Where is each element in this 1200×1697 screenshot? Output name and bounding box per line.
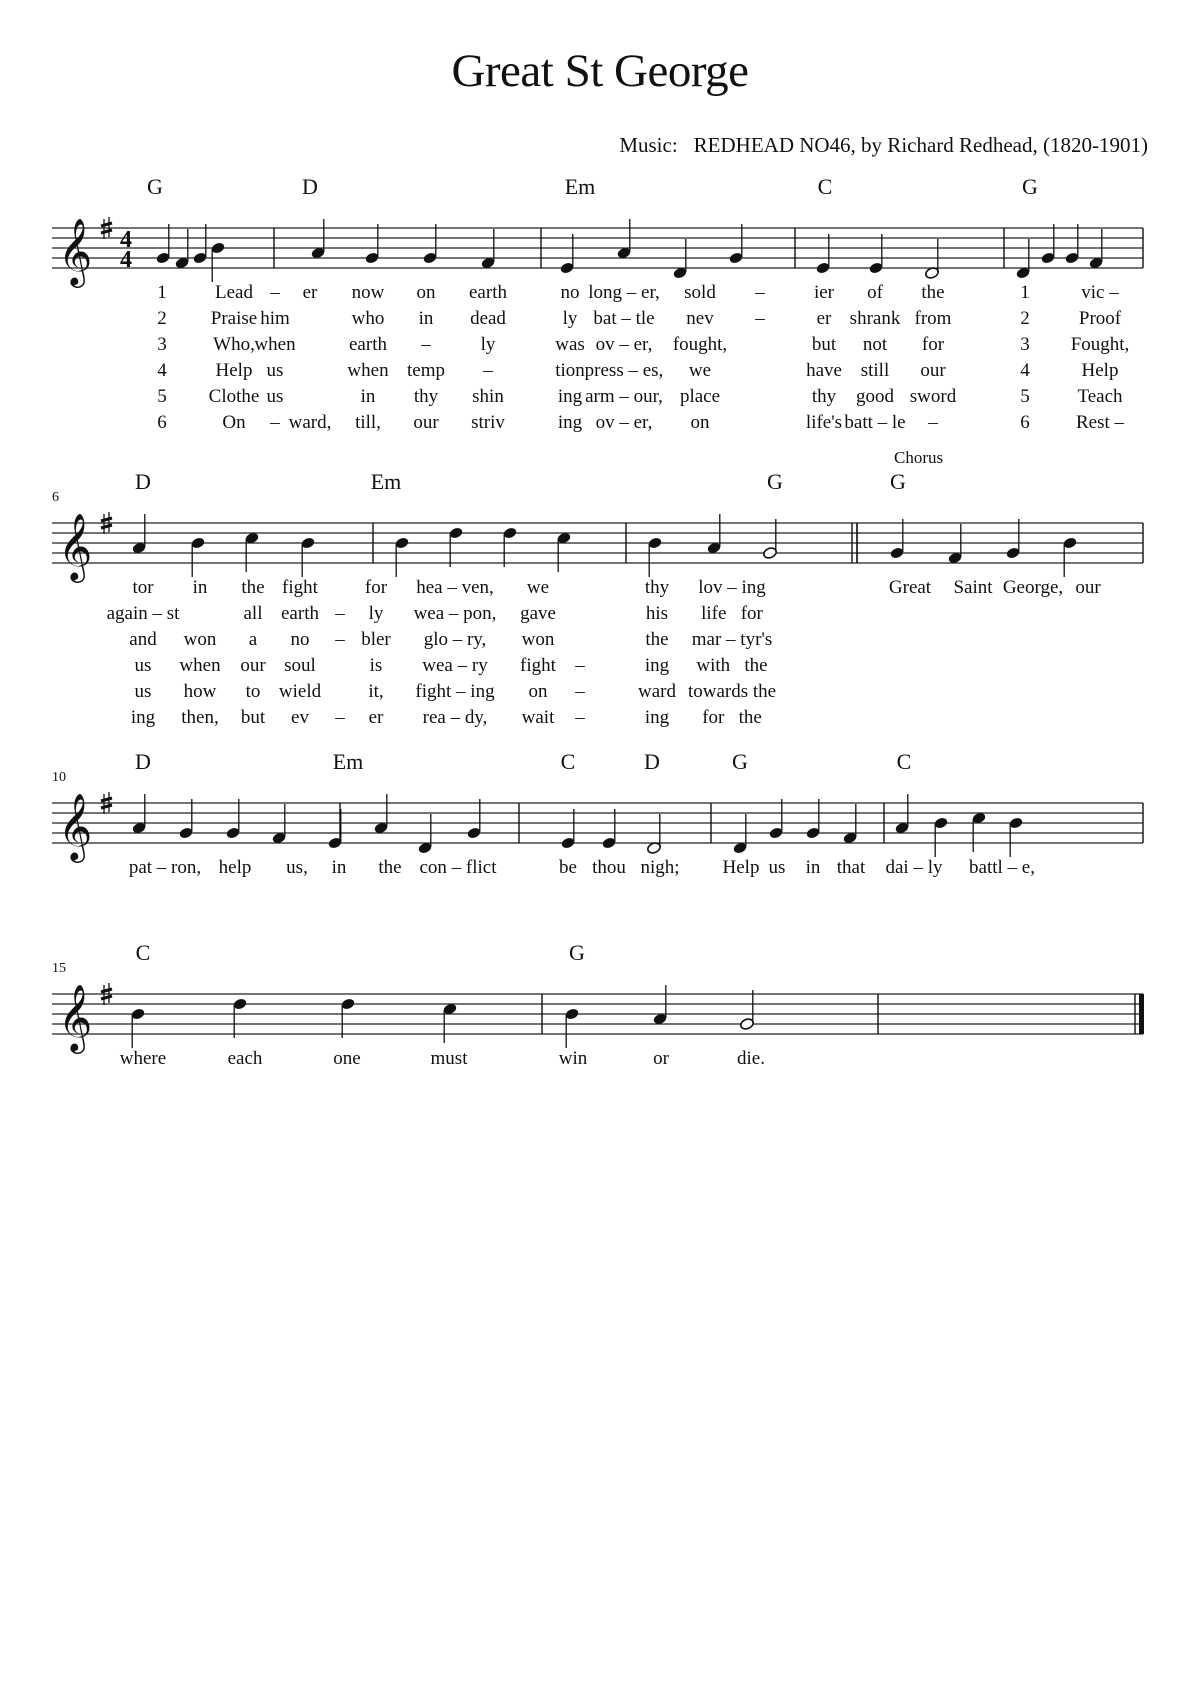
- lyric-syllable: for the: [702, 707, 762, 728]
- note-G4-quarter: [805, 799, 820, 840]
- note-Fsharp4-quarter: [947, 524, 962, 565]
- lyric-syllable: the: [241, 577, 265, 598]
- chord-symbol: C: [817, 174, 833, 199]
- note-B4-quarter: [933, 816, 948, 857]
- lyric-syllable: con – flict: [419, 857, 497, 878]
- note-D4-quarter: [732, 814, 747, 855]
- lyric-syllable: Lead: [215, 282, 253, 303]
- lyric-syllable: batt – le: [844, 412, 906, 433]
- lyric-syllable: and: [129, 629, 157, 650]
- lyric-syllable: of: [867, 282, 883, 303]
- lyric-syllable: –: [928, 412, 938, 433]
- note-B4-quarter: [300, 536, 315, 577]
- lyric-syllable: 6: [1020, 412, 1030, 433]
- chord-symbol: C: [896, 749, 912, 774]
- chord-symbol: C: [560, 749, 576, 774]
- lyric-syllable: the: [921, 282, 945, 303]
- note-G4-quarter: [422, 224, 437, 265]
- lyric-syllable: all: [243, 603, 263, 624]
- lyric-syllable: 3: [157, 334, 167, 355]
- measure-number: 6: [52, 490, 59, 505]
- lyric-syllable: with the: [696, 655, 768, 676]
- measure: [1015, 174, 1143, 433]
- note-A4-quarter: [616, 219, 631, 260]
- lyric-syllable: ing: [557, 386, 583, 407]
- lyric-syllable: 5: [157, 386, 167, 407]
- lyric-syllable: Teach: [1077, 386, 1123, 407]
- lyric-syllable: him: [260, 308, 290, 329]
- lyric-syllable: then,: [181, 707, 219, 728]
- lyric-syllable: ward,: [288, 412, 332, 433]
- lyric-syllable: in: [192, 577, 208, 598]
- key-signature-sharp-icon: [101, 996, 112, 999]
- note-E4-quarter: [559, 234, 574, 275]
- lyric-syllable: ing: [644, 707, 670, 728]
- lyric-syllable: press – es,: [584, 360, 664, 381]
- lyric-syllable: us: [134, 655, 152, 676]
- lyric-syllable: in: [418, 308, 434, 329]
- lyric-syllable: when: [347, 360, 389, 381]
- note-B4-quarter: [1062, 536, 1077, 577]
- chord-symbol: Em: [564, 174, 596, 199]
- measure: [361, 469, 626, 728]
- lyric-syllable: earth: [281, 603, 319, 624]
- lyric-syllable: ward: [638, 681, 676, 702]
- lyric-syllable: tor: [132, 577, 154, 598]
- lyric-syllable: won: [183, 629, 217, 650]
- note-G4-quarter: [1040, 224, 1055, 265]
- lyric-syllable: still: [860, 360, 890, 381]
- lyric-syllable: Proof: [1078, 308, 1122, 329]
- lyric-syllable: no: [560, 282, 580, 303]
- lyric-syllable: who: [351, 308, 385, 329]
- note-D4-quarter: [417, 814, 432, 855]
- chorus-label: Chorus: [894, 448, 944, 467]
- note-D5-quarter: [448, 526, 463, 567]
- lyric-syllable: when: [254, 334, 296, 355]
- note-E4-quarter: [601, 809, 616, 850]
- note-D4-quarter: [1015, 239, 1030, 280]
- lyric-syllable: 5: [1020, 386, 1030, 407]
- measure: [147, 174, 274, 433]
- note-G4-half: [739, 990, 754, 1031]
- lyric-syllable: but: [811, 334, 837, 355]
- lyric-syllable: shin: [472, 386, 504, 407]
- lyric-syllable: our: [240, 655, 266, 676]
- lyric-syllable: on: [690, 412, 710, 433]
- note-B4-quarter: [130, 1007, 145, 1048]
- note-B4-quarter: [564, 1007, 579, 1048]
- lyric-syllable: win: [558, 1048, 588, 1069]
- measure: [254, 174, 541, 433]
- lyric-syllable: –: [575, 681, 585, 702]
- lyric-syllable: nev: [686, 308, 714, 329]
- lyric-syllable: fight: [520, 655, 556, 676]
- lyric-syllable: wea – pon,: [413, 603, 497, 624]
- lyric-syllable: Clothe: [208, 386, 260, 407]
- note-D4-half: [646, 814, 661, 855]
- note-E4-quarter: [327, 809, 342, 850]
- lyric-syllable: die.: [737, 1048, 765, 1069]
- chord-symbol: G: [767, 469, 783, 494]
- chord-symbol: D: [135, 749, 151, 774]
- lyric-syllable: 1: [1020, 282, 1030, 303]
- note-A4-quarter: [706, 514, 721, 555]
- lyric-syllable: have: [806, 360, 842, 381]
- lyric-syllable: sold: [684, 282, 716, 303]
- lyric-syllable: er: [302, 282, 318, 303]
- lyric-syllable: sword: [909, 386, 957, 407]
- measure-number: 15: [52, 961, 66, 976]
- key-signature-sharp-icon: [101, 805, 112, 808]
- lyric-syllable: fought,: [672, 334, 728, 355]
- measure: [638, 469, 857, 728]
- lyric-syllable: –: [421, 334, 431, 355]
- note-A4-quarter: [894, 794, 909, 835]
- chord-symbol: G: [147, 174, 163, 199]
- lyric-syllable: is: [369, 655, 383, 676]
- lyric-syllable: for: [921, 334, 945, 355]
- lyric-syllable: ev: [291, 707, 309, 728]
- lyric-syllable: –: [575, 655, 585, 676]
- key-signature-sharp-icon: [101, 230, 112, 233]
- treble-clef-icon: 𝄞: [58, 219, 93, 284]
- lyric-syllable: help: [218, 857, 252, 878]
- lyric-syllable: life's: [805, 412, 843, 433]
- lyric-syllable: our: [920, 360, 946, 381]
- lyric-syllable: the: [645, 629, 669, 650]
- lyric-syllable: Help: [1081, 360, 1119, 381]
- note-C5-quarter: [442, 1002, 457, 1043]
- lyric-syllable: to: [245, 681, 261, 702]
- lyric-syllable: ier: [813, 282, 835, 303]
- lyric-syllable: bat – tle: [593, 308, 655, 329]
- lyric-syllable: temp: [407, 360, 445, 381]
- note-E4-quarter: [815, 234, 830, 275]
- lyric-syllable: George,: [1002, 577, 1064, 598]
- measure: [806, 174, 1004, 433]
- note-G4-quarter: [1005, 519, 1020, 560]
- lyric-syllable: 2: [157, 308, 167, 329]
- lyric-syllable: battl – e,: [969, 857, 1035, 878]
- note-G4-quarter: [768, 799, 783, 840]
- note-E4-quarter: [868, 234, 883, 275]
- lyric-syllable: us,: [286, 857, 308, 878]
- chord-symbol: G: [890, 469, 906, 494]
- lyric-syllable: must: [430, 1048, 468, 1069]
- lyric-syllable: striv: [471, 412, 505, 433]
- lyric-syllable: or: [653, 1048, 669, 1069]
- lyric-syllable: it,: [368, 681, 384, 702]
- page-title: Great St George: [451, 45, 749, 97]
- chord-symbol: G: [732, 749, 748, 774]
- lyric-syllable: 6: [157, 412, 167, 433]
- chord-symbol: Em: [332, 749, 364, 774]
- lyric-syllable: mar – tyr's: [691, 629, 773, 650]
- lyric-syllable: ly: [368, 603, 384, 624]
- staff-system-2: [52, 448, 1143, 728]
- note-G4-quarter: [225, 799, 240, 840]
- lyric-syllable: tion: [555, 360, 585, 381]
- note-A4-quarter: [131, 514, 146, 555]
- lyric-syllable: thou: [592, 857, 626, 878]
- lyric-syllable: but: [240, 707, 266, 728]
- lyric-syllable: each: [227, 1048, 263, 1069]
- lyric-syllable: dai – ly: [885, 857, 943, 878]
- chord-symbol: Em: [370, 469, 402, 494]
- note-G4-half: [762, 519, 777, 560]
- lyric-syllable: in: [805, 857, 821, 878]
- treble-clef-icon: 𝄞: [58, 985, 93, 1050]
- lyric-syllable: fight – ing: [415, 681, 495, 702]
- note-G4-quarter: [364, 224, 379, 265]
- lyric-syllable: ov – er,: [595, 412, 653, 433]
- note-Fsharp4-quarter: [842, 804, 857, 845]
- note-G4-quarter: [466, 799, 481, 840]
- lyric-syllable: ing: [130, 707, 156, 728]
- lyric-syllable: glo – ry,: [423, 629, 487, 650]
- lyric-syllable: wait: [521, 707, 555, 728]
- lyric-syllable: in: [331, 857, 347, 878]
- lyric-syllable: his: [645, 603, 669, 624]
- lyric-syllable: wield: [278, 681, 322, 702]
- key-signature-sharp-icon: [101, 525, 112, 528]
- note-Fsharp4-quarter: [480, 229, 495, 270]
- lyric-syllable: –: [483, 360, 493, 381]
- chord-symbol: G: [569, 940, 585, 965]
- lyric-syllable: for: [364, 577, 388, 598]
- lyric-syllable: on: [528, 681, 548, 702]
- lyric-syllable: –: [335, 629, 345, 650]
- lyric-syllable: place: [679, 386, 721, 407]
- lyric-syllable: 1: [157, 282, 167, 303]
- lyric-syllable: that: [836, 857, 866, 878]
- measure-number: 10: [52, 770, 66, 785]
- note-A4-quarter: [373, 794, 388, 835]
- lyric-syllable: long – er,: [588, 282, 660, 303]
- lyric-syllable: 4: [157, 360, 167, 381]
- note-D4-half: [924, 239, 939, 280]
- lyric-syllable: ov – er,: [595, 334, 653, 355]
- lyric-syllable: now: [351, 282, 385, 303]
- note-A4-quarter: [652, 985, 667, 1026]
- lyric-syllable: thy: [811, 386, 837, 407]
- lyric-syllable: bler: [361, 629, 391, 650]
- note-Fsharp4-quarter: [271, 804, 286, 845]
- measure: [555, 174, 795, 433]
- lyric-syllable: Who,: [213, 334, 255, 355]
- chord-symbol: D: [135, 469, 151, 494]
- chord-symbol: C: [135, 940, 151, 965]
- lyric-syllable: Saint: [953, 577, 993, 598]
- lyric-syllable: rea – dy,: [422, 707, 488, 728]
- note-B4-quarter: [394, 536, 409, 577]
- note-B4-quarter: [1008, 816, 1023, 857]
- lyric-syllable: thy: [644, 577, 670, 598]
- note-B4-quarter: [647, 536, 662, 577]
- lyric-syllable: in: [360, 386, 376, 407]
- lyric-syllable: fight: [282, 577, 318, 598]
- note-Fsharp4-quarter: [174, 229, 189, 270]
- lyric-syllable: good: [856, 386, 894, 407]
- composer-label: Music:: [619, 133, 678, 157]
- lyric-syllable: how: [183, 681, 217, 702]
- lyric-syllable: earth: [469, 282, 507, 303]
- lyric-syllable: us: [266, 386, 284, 407]
- note-C5-quarter: [556, 531, 571, 572]
- lyric-syllable: one: [333, 1048, 361, 1069]
- lyric-syllable: wea – ry: [422, 655, 488, 676]
- lyric-syllable: where: [119, 1048, 167, 1069]
- lyric-syllable: thy: [413, 386, 439, 407]
- lyric-syllable: dead: [470, 308, 506, 329]
- lyric-syllable: Praise: [210, 308, 258, 329]
- lyric-syllable: us: [266, 360, 284, 381]
- lyric-syllable: earth: [349, 334, 387, 355]
- note-G4-quarter: [178, 799, 193, 840]
- note-A4-quarter: [131, 794, 146, 835]
- chord-symbol: D: [644, 749, 660, 774]
- lyric-syllable: er: [816, 308, 832, 329]
- lyric-syllable: 3: [1020, 334, 1030, 355]
- lyric-syllable: our: [413, 412, 439, 433]
- lyric-syllable: Help: [722, 857, 760, 878]
- lyric-syllable: vic –: [1081, 282, 1119, 303]
- time-signature-numerator: 4: [120, 227, 132, 253]
- lyric-syllable: towards the: [687, 681, 777, 702]
- note-D5-quarter: [340, 997, 355, 1038]
- lyric-syllable: on: [416, 282, 436, 303]
- lyric-syllable: pat – ron,: [128, 857, 202, 878]
- note-G4-quarter: [1064, 224, 1079, 265]
- lyric-syllable: soul: [284, 655, 316, 676]
- lyric-syllable: till,: [355, 412, 381, 433]
- lyric-syllable: ly: [562, 308, 578, 329]
- lyric-syllable: –: [335, 603, 345, 624]
- note-G4-quarter: [192, 224, 207, 265]
- lyric-syllable: Help: [215, 360, 253, 381]
- lyric-syllable: Rest –: [1075, 412, 1125, 433]
- lyric-syllable: our: [1075, 577, 1101, 598]
- lyric-syllable: again – st: [106, 603, 180, 624]
- note-G4-quarter: [155, 224, 170, 265]
- lyric-syllable: Fought,: [1070, 334, 1130, 355]
- note-D4-quarter: [672, 239, 687, 280]
- lyric-syllable: On: [222, 412, 246, 433]
- composer-text: REDHEAD NO46, by Richard Redhead, (1820-1901): [693, 133, 1148, 157]
- note-C5-quarter: [971, 811, 986, 852]
- lyric-syllable: –: [575, 707, 585, 728]
- lyric-syllable: –: [270, 412, 280, 433]
- lyric-syllable: lov – ing: [698, 577, 766, 598]
- lyric-syllable: be: [559, 857, 577, 878]
- chord-symbol: D: [302, 174, 318, 199]
- lyric-syllable: –: [755, 282, 765, 303]
- note-C5-quarter: [244, 531, 259, 572]
- lyric-syllable: ing: [644, 655, 670, 676]
- note-B4-quarter: [190, 536, 205, 577]
- measure: [107, 469, 373, 728]
- lyric-syllable: 4: [1020, 360, 1030, 381]
- time-signature-denominator: 4: [120, 247, 132, 273]
- lyric-syllable: not: [862, 334, 888, 355]
- note-D5-quarter: [502, 526, 517, 567]
- lyric-syllable: ing: [557, 412, 583, 433]
- lyric-syllable: –: [755, 308, 765, 329]
- lyric-syllable: no: [290, 629, 310, 650]
- lyric-syllable: from: [914, 308, 952, 329]
- note-G4-quarter: [889, 519, 904, 560]
- lyric-syllable: was: [555, 334, 585, 355]
- lyric-syllable: Great: [888, 577, 932, 598]
- lyric-syllable: shrank: [849, 308, 901, 329]
- lyric-syllable: –: [335, 707, 345, 728]
- lyric-syllable: arm – our,: [585, 386, 663, 407]
- lyric-syllable: we: [526, 577, 550, 598]
- lyric-syllable: –: [270, 282, 280, 303]
- lyric-syllable: 2: [1020, 308, 1030, 329]
- lyric-syllable: life for: [701, 603, 763, 624]
- treble-clef-icon: 𝄞: [58, 794, 93, 859]
- lyric-syllable: ly: [480, 334, 496, 355]
- lyric-syllable: won: [521, 629, 555, 650]
- note-G4-quarter: [728, 224, 743, 265]
- lyric-syllable: when: [179, 655, 221, 676]
- lyric-syllable: the: [378, 857, 402, 878]
- treble-clef-icon: 𝄞: [58, 514, 93, 579]
- staff-system-4: [52, 940, 1144, 1069]
- lyric-syllable: we: [688, 360, 712, 381]
- lyric-syllable: nigh;: [640, 857, 680, 878]
- lyric-syllable: a: [248, 629, 258, 650]
- note-Fsharp4-quarter: [1088, 229, 1103, 270]
- lyric-syllable: hea – ven,: [416, 577, 494, 598]
- note-E4-quarter: [560, 809, 575, 850]
- note-B4-quarter: [210, 241, 225, 282]
- staff-system-1: [52, 174, 1143, 433]
- chord-symbol: G: [1022, 174, 1038, 199]
- lyric-syllable: er: [368, 707, 384, 728]
- staff-system-3: [52, 749, 1143, 878]
- lyric-syllable: gave: [520, 603, 556, 624]
- lyric-syllable: us: [768, 857, 786, 878]
- note-A4-quarter: [310, 219, 325, 260]
- note-D5-quarter: [232, 997, 247, 1038]
- lyric-syllable: us: [134, 681, 152, 702]
